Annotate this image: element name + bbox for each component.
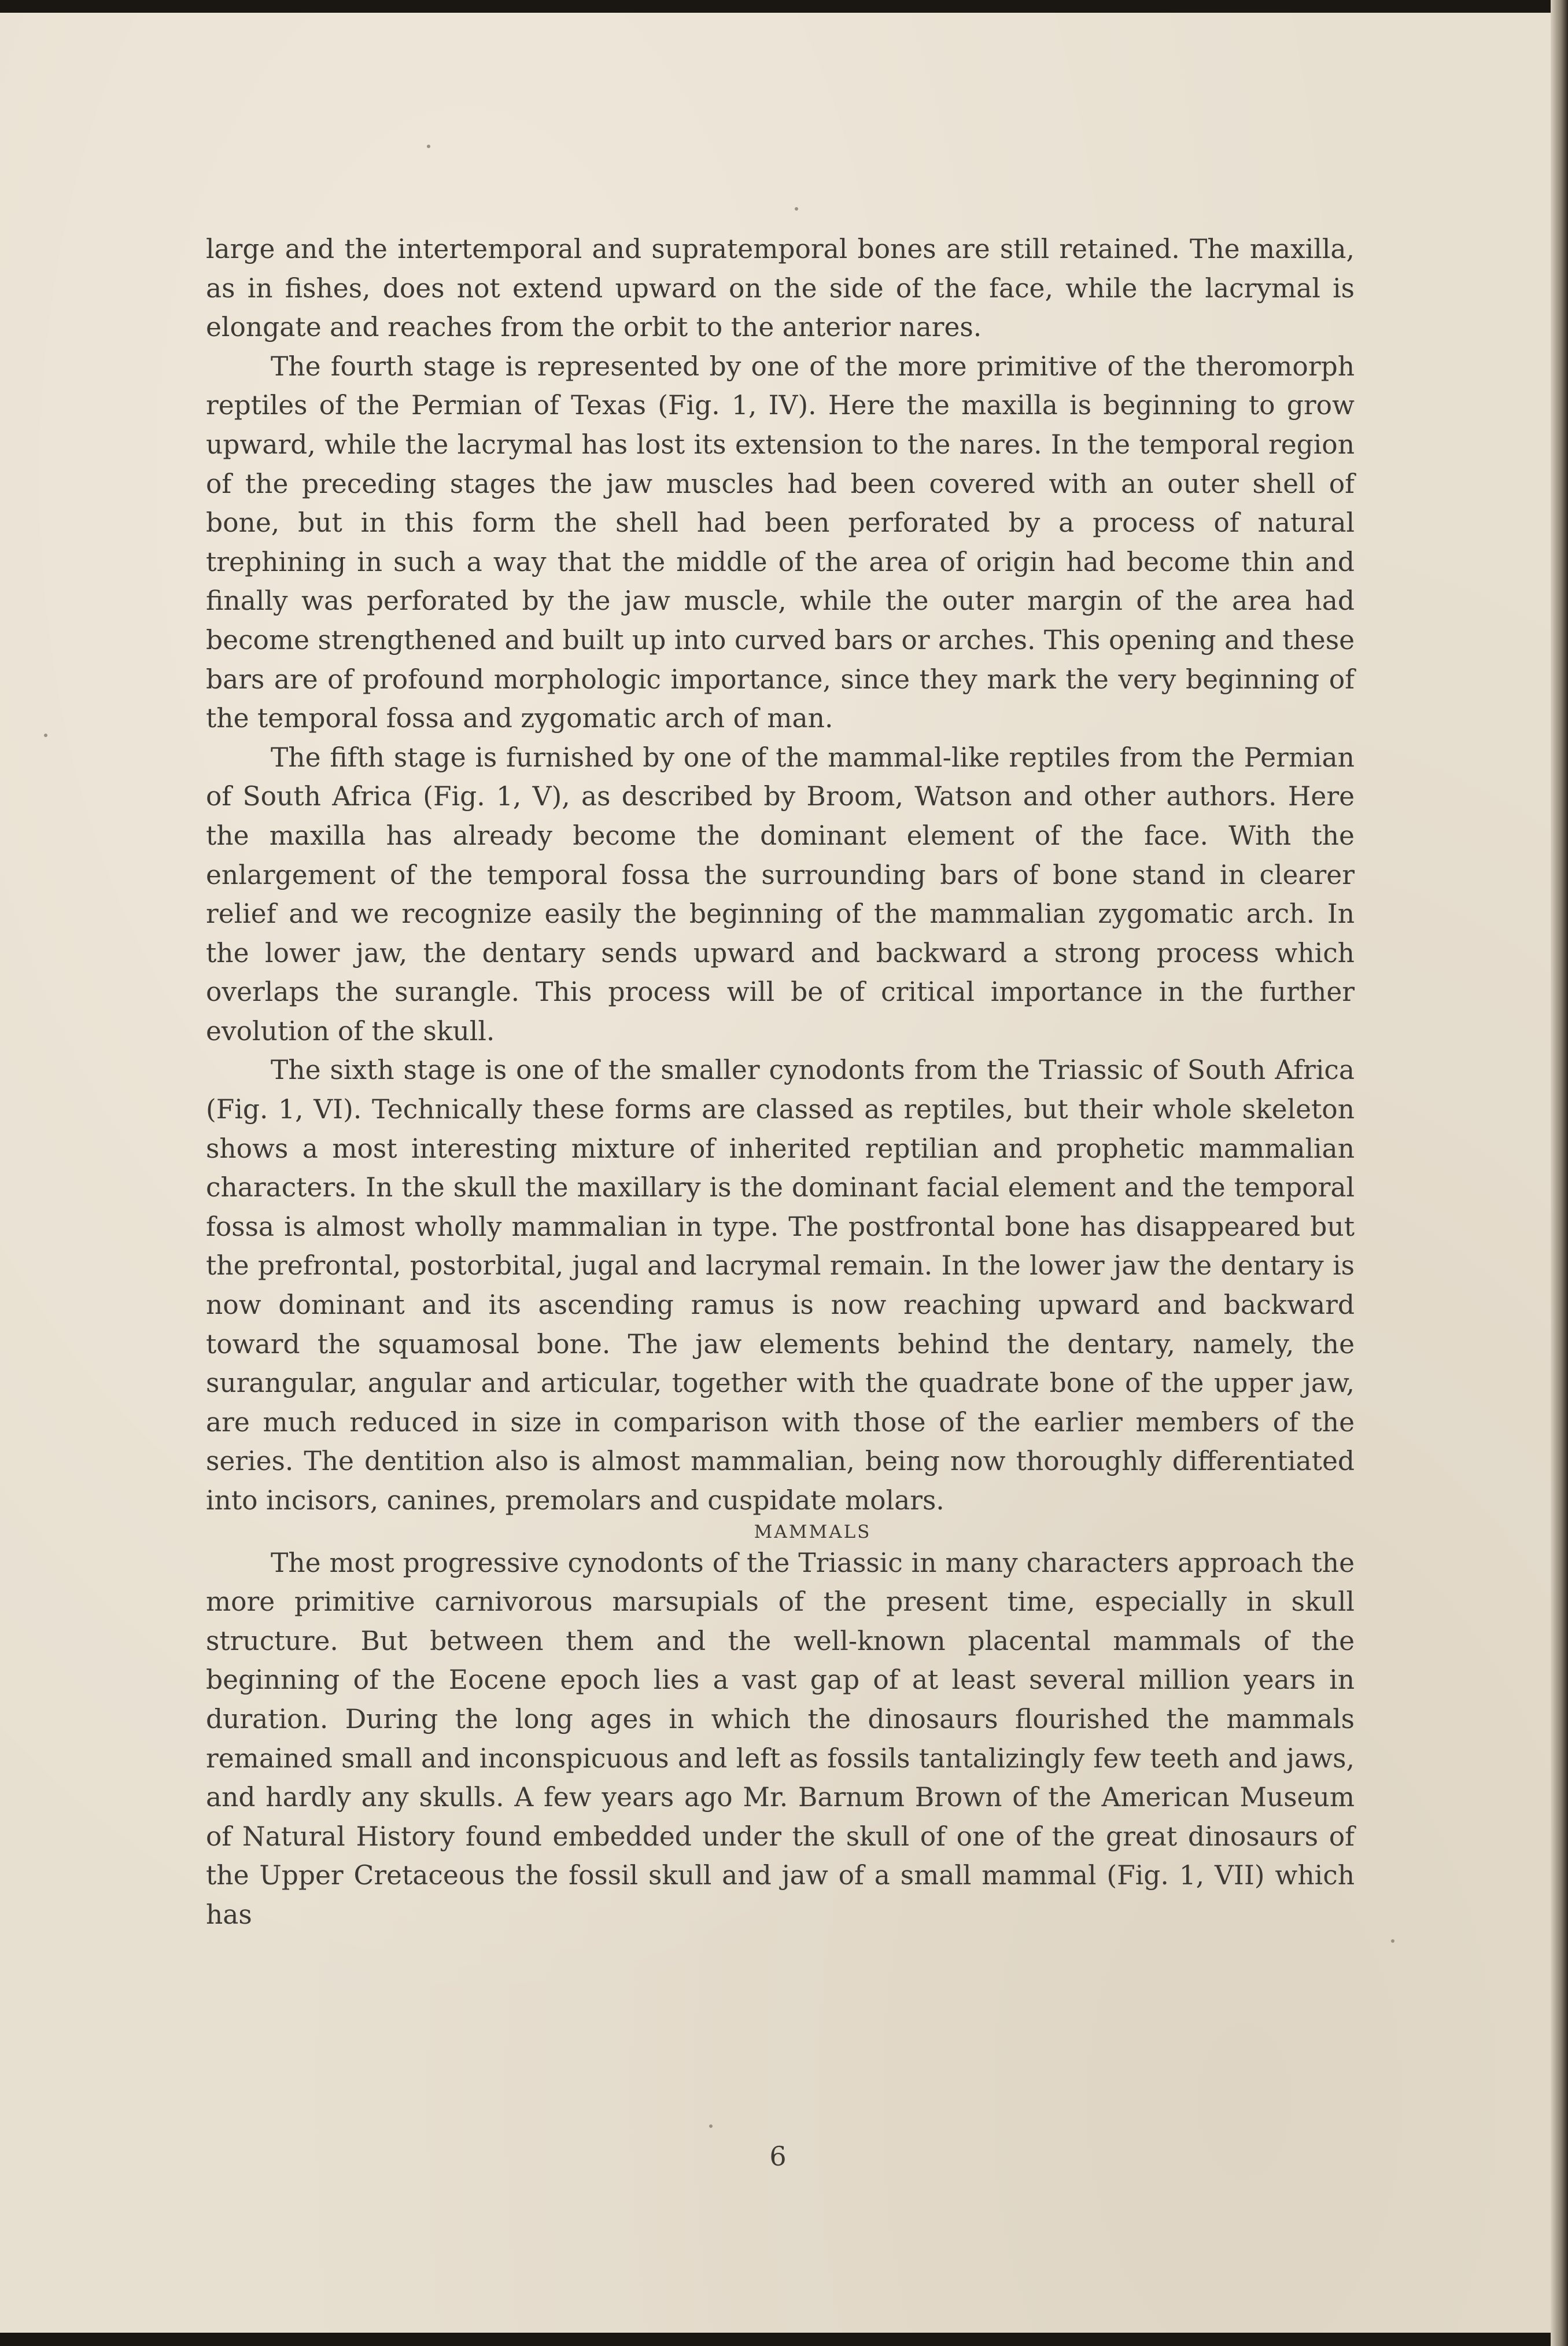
document-page — [0, 13, 1556, 2333]
page-edge-shadow — [1551, 0, 1568, 2346]
paragraph-sixth-stage: The sixth stage is one of the smaller cynodonts from the Triassic of South Africa (Fig. 1, VI). Technically these forms are classed as reptiles, but their whole skeleton shows a most interesting mixture of inherited reptilian and prophetic mammalian characters. In the skull the maxillary is the dominant facial element and the temporal fossa is almost wholly mammalian in type. The postfrontal bone has disappeared but the prefrontal, postorbital, jugal and lacrymal remain. In the lower jaw the dentary is now dominant and its ascending ramus is now reaching upward and backward toward the squamosal bone. The jaw elements behind the dentary, namely, the surangular, angular and articular, together with the quadrate bone of the upper jaw, are much reduced in size in comparison with those of the earlier members of the series. The dentition also is almost mammalian, being now thoroughly differentiated into incisors, canines, premolars and cuspidate molars. — [206, 1055, 1355, 1516]
section-heading: MAMMALS — [754, 1521, 872, 1542]
paragraph-continued: large and the intertemporal and supratemporal bones are still retained. The maxilla, as in fishes, does not extend upward on the side of the face, while the lacrymal is elongate and reaches from the orbit to the anterior nares. — [206, 234, 1355, 343]
page-number: 6 — [769, 2141, 787, 2172]
body-text — [206, 230, 1355, 1935]
paper-speck — [709, 2124, 713, 2128]
paper-speck — [44, 734, 47, 737]
paragraph-mammals: The most progressive cynodonts of the Triassic in many characters approach the more primitive carnivorous marsupials of the present time, especially in skull structure. But between them and the well-known placental mammals of the beginning of the Eocene epoch lies a vast gap of at least several million years in duration. During the long ages in which the dinosaurs flourished the mammals remained small and inconspicuous and left as fossils tantalizingly few teeth and jaws, and hardly any skulls. A few years ago Mr. Barnum Brown of the American Museum of Natural History found embedded under the skull of one of the great dinosaurs of the Upper Cretaceous the fossil skull and jaw of a small mammal (Fig. 1, VII) which has — [206, 1547, 1355, 1930]
paper-speck — [1391, 1939, 1394, 1943]
paper-speck — [795, 207, 798, 211]
paper-speck — [427, 145, 430, 148]
paragraph-fourth-stage: The fourth stage is represented by one of the more primitive of the theromorph reptiles of the Permian of Texas (Fig. 1, IV). Here the maxilla is beginning to grow upward, while the lacrymal has lost its extension to the nares. In the temporal region of the preceding stages the jaw muscles had been covered with an outer shell of bone, but in this form the shell had been perforated by a process of natural trephining in such a way that the middle of the area of origin had become thin and finally was perforated by the jaw muscle, while the outer margin of the area had become strengthened and built up into curved bars or arches. This opening and these bars are of profound morphologic importance, since they mark the very beginning of the temporal fossa and zygomatic arch of man. — [206, 351, 1355, 734]
paragraph-fifth-stage: The fifth stage is furnished by one of the mammal-like reptiles from the Permian of South Africa (Fig. 1, V), as described by Broom, Watson and other authors. Here the maxilla has already become the dominant element of the face. With the enlargement of the temporal fossa the surrounding bars of bone stand in clearer relief and we recognize easily the beginning of the mammalian zygomatic arch. In the lower jaw, the dentary sends upward and backward a strong process which overlaps the surangle. This process will be of critical importance in the further evolution of the skull. — [206, 742, 1355, 1047]
